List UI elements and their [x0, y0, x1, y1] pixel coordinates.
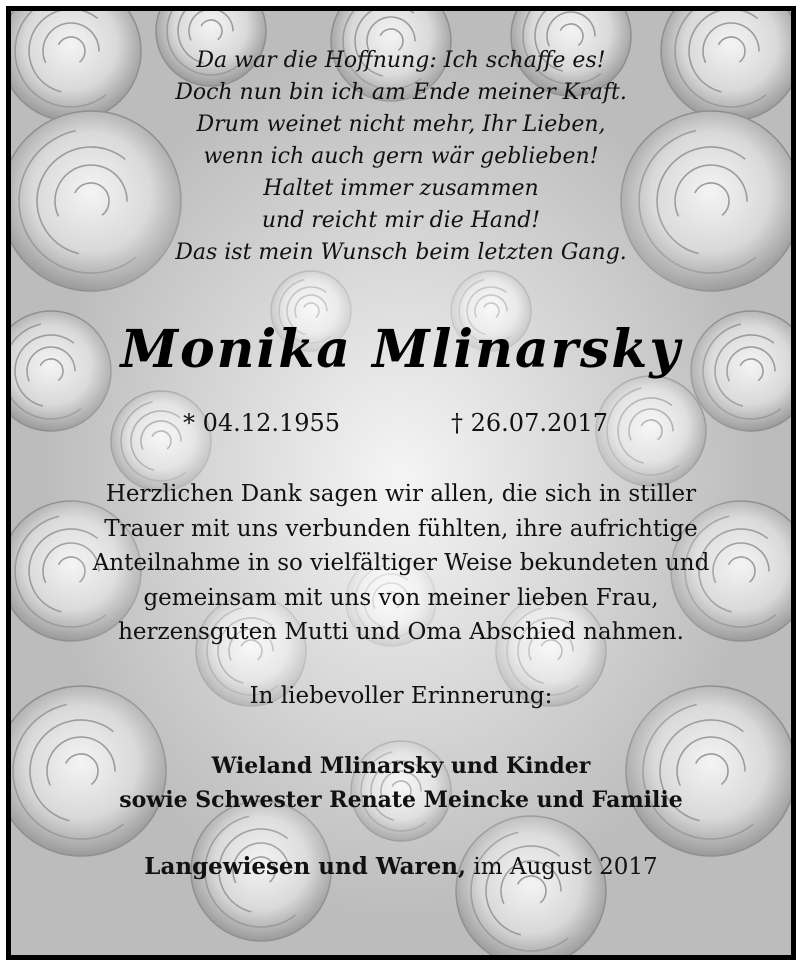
place-month: im August 2017	[466, 854, 658, 880]
signer-line: Wieland Mlinarsky und Kinder	[211, 753, 591, 779]
poem	[11, 45, 791, 269]
place-towns: Langewiesen und Waren,	[144, 853, 467, 880]
poem-line: wenn ich auch gern wär geblieben!	[203, 144, 599, 169]
thanks-line: Anteilnahme in so vielfältiger Weise bekundeten und	[92, 550, 710, 576]
death-date: † 26.07.2017	[451, 409, 609, 437]
memory-line: In liebevoller Erinnerung:	[249, 683, 553, 709]
poem-line: und reicht mir die Hand!	[261, 208, 541, 233]
poem-line: Drum weinet nicht mehr, Ihr Lieben,	[196, 112, 606, 137]
place-date	[11, 853, 791, 880]
poem-line: Da war die Hoffnung: Ich schaffe es!	[196, 48, 606, 73]
thanks-line: herzensguten Mutti und Oma Abschied nahmen.	[118, 619, 684, 645]
thanks-text	[51, 477, 751, 650]
signer-line: sowie Schwester Renate Meincke und Familie	[119, 787, 683, 813]
life-dates	[11, 409, 791, 443]
thanks-line: Herzlichen Dank sagen wir allen, die sich in stiller	[105, 481, 697, 507]
poem-line: Doch nun bin ich am Ende meiner Kraft.	[175, 80, 627, 105]
birth-date: * 04.12.1955	[183, 409, 341, 437]
signers	[11, 749, 791, 817]
obituary-card	[6, 6, 796, 960]
poem-line: Haltet immer zusammen	[263, 176, 539, 201]
poem-line: Das ist mein Wunsch beim letzten Gang.	[175, 240, 627, 265]
thanks-line: Trauer mit uns verbunden fühlten, ihre aufrichtige	[104, 515, 698, 542]
thanks-line: gemeinsam mit uns von meiner lieben Frau,	[143, 584, 659, 611]
deceased-name: Monika Mlinarsky	[120, 319, 682, 380]
